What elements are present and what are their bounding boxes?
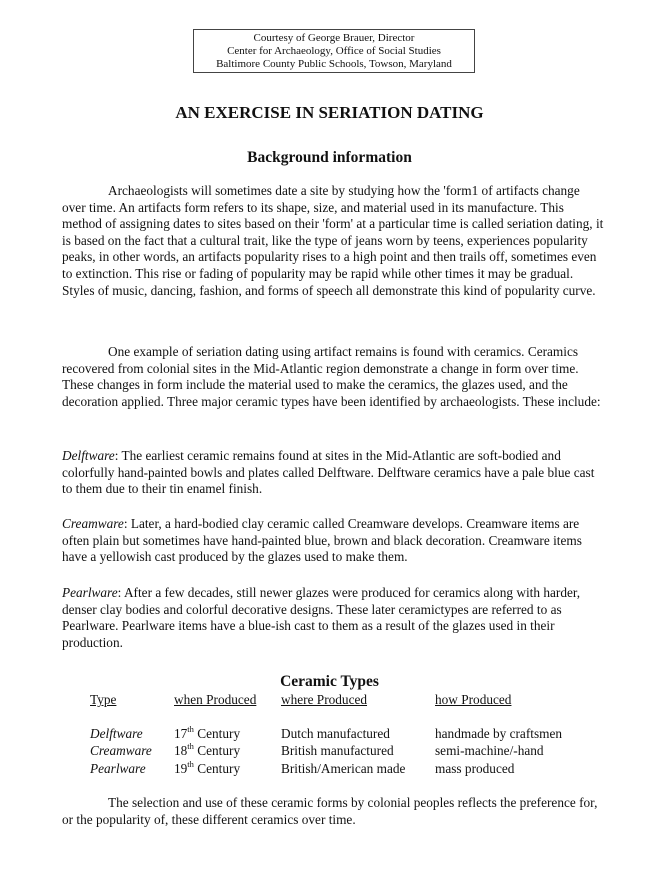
table-cell-where: British/American made	[281, 761, 406, 776]
delftware-description: : The earliest ceramic remains found at sites in the Mid-Atlantic are soft-bodied and colorfully hand-painted bowls and plates called Delftware. Delftware ceramics have a pale blue cast to them due to their tin enamel finish.	[62, 448, 595, 497]
table-cell-type: Delftware	[90, 726, 143, 741]
header-how-produced: how Produced	[435, 692, 512, 707]
page-title: AN EXERCISE IN SERIATION DATING	[175, 103, 484, 122]
table-cell-type: Pearlware	[90, 761, 146, 776]
creamware-term: Creamware	[62, 516, 124, 531]
header-where-produced: where Produced	[281, 692, 368, 707]
credit-box	[193, 29, 475, 73]
delftware-term: Delftware	[62, 448, 115, 463]
table-cell-when: 18th Century	[174, 741, 241, 758]
creamware-paragraph	[62, 516, 606, 566]
table-title: Ceramic Types	[280, 673, 379, 690]
section-heading: Background information	[247, 149, 412, 166]
closing-paragraph: The selection and use of these ceramic forms by colonial peoples reflects the preference for, or the popularity of, these different ceramics over time.	[62, 795, 598, 827]
credit-line-1: Courtesy of George Brauer, Director	[253, 32, 415, 44]
table-cell-where: Dutch manufactured	[281, 726, 390, 741]
intro-paragraph-1: Archaeologists will sometimes date a site by studying how the 'form1 of artifacts change over time. An artifacts form refers to its shape, size, and material used in its manufacture. This method of assigning dates to sites based on their 'form' at a particular time is called seriation dating, it is based on the fact that a cultural trait, like the type of jeans worn by teens, experiences popularity peaks, in other words, an artifacts popularity rises to a high point and then trails off, sometimes even to extinction. This rise or fading of popularity may be rapid while other times it may be gradual. Styles of music, dancing, fashion, and forms of speech all demonstrate this kind of popularity curve.	[62, 183, 604, 298]
table-cell-when: 17th Century	[174, 724, 241, 741]
table-cell-type: Creamware	[90, 743, 152, 758]
header-when-produced: when Produced	[174, 692, 257, 707]
table-cell-when: 19th Century	[174, 759, 241, 776]
table-cell-how: mass produced	[435, 761, 515, 776]
creamware-description: : Later, a hard-bodied clay ceramic called Creamware develops. Creamware items are often plain but sometimes have hand-painted blue, brown and black decoration. Creamware items have a yellowish cast produced by the glazes used to make them.	[62, 516, 582, 565]
header-type: Type	[90, 692, 117, 707]
credit-line-2: Center for Archaeology, Office of Social Studies	[227, 45, 441, 57]
pearlware-term: Pearlware	[62, 585, 118, 600]
table-cell-how: semi-machine/-hand	[435, 743, 544, 758]
pearlware-paragraph	[62, 585, 606, 651]
delftware-paragraph	[62, 448, 606, 498]
credit-line-3: Baltimore County Public Schools, Towson, Maryland	[216, 58, 452, 70]
intro-paragraph-2: One example of seriation dating using artifact remains is found with ceramics. Ceramics recovered from colonial sites in the Mid-Atlantic region demonstrate a change in form over time. These changes in form include the material used to make the ceramics, the glazes used, and the decoration applied. Three major ceramic types have been identified by archaeologists. These include:	[62, 344, 601, 409]
pearlware-description: : After a few decades, still newer glazes were produced for ceramics along with harder, denser clay bodies and colorful decorative designs. These later ceramictypes are referred to as Pearlware. Pearlware items have a blue-ish cast to them as a result of the glazes used in their production.	[62, 585, 581, 650]
table-cell-how: handmade by craftsmen	[435, 726, 563, 741]
table-cell-where: British manufactured	[281, 743, 394, 758]
